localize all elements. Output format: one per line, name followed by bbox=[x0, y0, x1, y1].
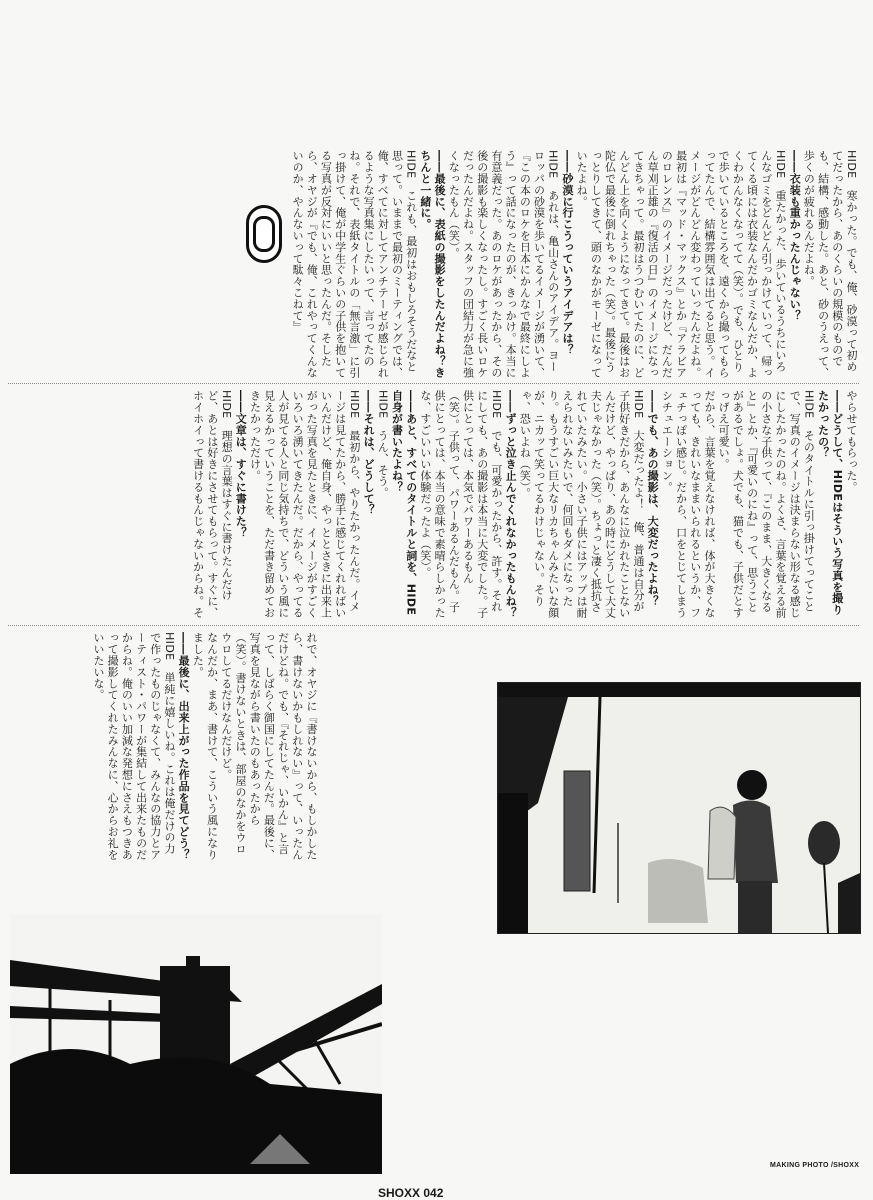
question: ――文章は、すぐに書けた？ bbox=[234, 390, 248, 539]
page-number: SHOXX 042 bbox=[378, 1186, 444, 1200]
paragraph: やらせてもらった。 bbox=[845, 390, 858, 493]
shoxx-logo bbox=[246, 205, 282, 263]
studio-photo bbox=[497, 682, 861, 934]
question: ――砂漠に行こうっていうアイデアは？ bbox=[560, 150, 574, 356]
paragraph: HIDE うん、そう。 bbox=[376, 390, 390, 499]
paragraph: HIDE あれは、亀山さんのアイデア。ヨーロッパの砂漠を歩いてるイメージが湧いて、『この本のロケを日本にかんなで最終にしよう』って話になったのが、きっかけ。本当に有意義だった。あのロケがあったから、その後の撮影も楽しくなったし。すごく長いロケだったんだよね。スタッフの団結力が急に強くなったもん（笑）。 bbox=[447, 150, 560, 378]
question: ――ずっと泣き止んでくれなかったもんね？ bbox=[504, 390, 518, 618]
paragraph: HIDE 理想の言葉はすぐに書けたんだけど、あとは好きにさせてもらって。すぐに、ホイホイって書けるもんじゃないからね。そ bbox=[191, 390, 234, 618]
question: ――最後に、表紙の撮影をしたんだよね？きちんと一緒に。 bbox=[418, 150, 447, 378]
paragraph: HIDE 重たかった、歩いているうちにいろんなゴミをどんどん引っかけていって、帰ってくる頃には衣装なんだかゴミなんだか、よくわかんなくなってて（笑）。でも、ひとりで歩いているところを、遠くから撮ってもらってたんで、結構雰囲気は出てると思う。イメージがどんどん変わっていったんだよね。最初は『マッド・マックス』とか『アラビアのロレンス』のイメージだったけど、だんだん草刈正雄の『復活の日』のイメージになってきちゃって。最初はうつむいてたのに、どんどん上を向くようになってきて。最後はお陀仏で最後に倒れちゃった（笑）。最後にうっとりしてきて、頭のなかがモーゼになっていたよね。 bbox=[575, 150, 787, 378]
paragraph: HIDE 寒かった。でも、俺、砂漠って初めてだったから、あのくらいの規模のものでも、結構、感動した。あと、砂のうえって、歩くのが疲れるんだよね。 bbox=[802, 150, 858, 378]
article-band-2 bbox=[0, 390, 873, 630]
question: ――衣装も重かったんじゃない？ bbox=[788, 150, 802, 321]
paragraph: だから、言葉を覚えなければ、体が大きくなっても、きれいなままいられるというか、フェチっぽい感じ。だから、口をとじてしまうシチュエーション。 bbox=[660, 390, 716, 618]
article-text-1 bbox=[18, 150, 858, 382]
article-band-1 bbox=[0, 150, 873, 390]
photo-caption: MAKING PHOTO /SHOXX bbox=[770, 1162, 860, 1169]
question: ――でも、あの撮影は、大変だったよね？ bbox=[646, 390, 660, 607]
question: ――最後に、出来上がった作品を見てどう？ bbox=[177, 632, 191, 860]
paragraph: HIDE これも、最初はおもしろそうだなと思って。いままで最初のミーティングでは、俺、すべてに対してアンチテーゼが感じられるような写真集にしたいって、言ってたのね。それで、表紙タイトルの「無言激」に引っ掛けて、俺が中学生ぐらいの子供を抱いてる写真が反対にいいと思ったんだ。そしたら、オヤジが『でも、俺、これやってくんないのか、やんないって駄々こねて』 bbox=[291, 150, 418, 378]
paragraph: れで、オヤジに『書けないから、もしかしたら、書けないかもしれない』って、いったんだけどね。でも、『それじゃ、いかん』と言って、しばらく御国にしてたんだ。最後に、写真を見ながら書いたのもあったから（笑）。書けないときは、部屋のなかをウロウロしてるだけなんだけど。 bbox=[219, 632, 318, 860]
industrial-silhouette-photo bbox=[10, 914, 382, 1174]
paragraph: HIDE でも、可愛かったから、許す。それにしても、あの撮影は本当に大変でした。子供にとっては、本気でパワーあるもん（笑）。子供って、パワーあるんだもん。子供にとっては、本当の意味で素晴らしかったな、すごいいい体験だったよ（笑）。 bbox=[418, 390, 503, 618]
divider bbox=[8, 383, 859, 384]
question: ――それは、どうして？ bbox=[362, 390, 376, 516]
divider bbox=[8, 625, 859, 626]
paragraph: HIDE 単純に嬉しいね。これは俺だけの力で作ったものじゃなくて、みんなの協力とアーティスト・パワーが集結して出来たものだからね。俺のいい加減な発想にさえもつきあって撮影してくれたみんなに、心からお礼をいいたいな。 bbox=[91, 632, 176, 860]
paragraph: HIDE そのタイトルに引っ掛けてってことで、写真のイメージは決まらない形なる感じにしたかったのね。よくさ、言葉を覚える前の小さな子供って、『このまま、大きくなると』とか、『可愛いのにね』って、思うことがあるでしょ。犬でも、猫でも、子供だとすっげえ可愛い。 bbox=[717, 390, 816, 618]
article-text-3 bbox=[18, 632, 318, 864]
question: ――あと、すべてのタイトルと詞を、HIDE自身が書いたよね？ bbox=[390, 390, 418, 616]
paragraph: なんだか、まあ、書けて、こういう風になりました。 bbox=[191, 632, 219, 860]
question: ――どうして、HIDEはそういう写真を撮りたかったの？ bbox=[816, 390, 844, 616]
article-text-2 bbox=[18, 390, 858, 622]
paragraph: HIDE 最初から、やりたかったんだ。イメージは見てたから、勝手に感じてくれればいいんだけど、俺自身、やっととさきに出来上がった写真を見たときに、イメージがすごくいろいろ湧いてきたんだ。だから、やってる人が見てる人と同じ気持ちで、どういう風に見えるかっていうことを、ただ書き留めておきたかっただけ。 bbox=[248, 390, 361, 618]
paragraph: HIDE 大変だったよ！ 俺、普通は自分が子供好きだから、あんなに泣かれたことないんだけど、やっぱり、あの時にどうして大丈夫じゃなかった（笑）。ちょっと凄く抵抗されていたみたい。小さい子供にはアップは耐えられないみたいで、何回もダメになったり。もうすごい巨大なリカちゃんみたいな顔が、ニカッて笑ってるわけじゃない。そりゃ、恐いよね（笑）。 bbox=[518, 390, 645, 618]
